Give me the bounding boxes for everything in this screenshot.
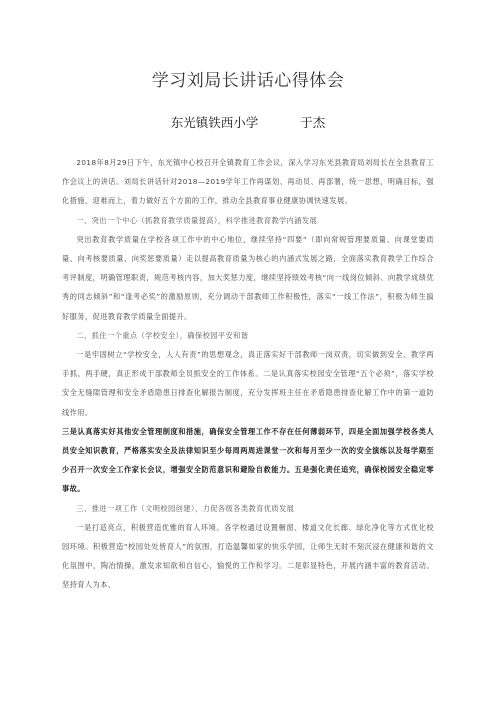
- author-line: [0, 113, 496, 131]
- document-title: 学习刘局长讲话心得体会: [151, 71, 345, 91]
- section-paragraph-2a: 一是牢固树立“学校安全，人人有责”的思想观念，真正落实好干部教师一岗双责，切实做到安全、教学两手抓、两手硬，真正形成干部教师全员抓安全的工作体系。二是认真落实校园安全管理“五个必须”，落实学校安全无缝隙管理和安全矛盾隐患日排查化解报告制度，充分发挥班主任在矛盾隐患排查化解工作中的第一道防线作用。: [62, 350, 434, 417]
- section-heading-2: 二、抓住一个重点（学校安全），确保校园平安和谐: [76, 330, 249, 340]
- section-paragraph-1: 突出教育教学质量在学校各项工作中的中心地位，继续坚持“四要”（即向常规管理要质量、向课堂要质量、向考核要质量、向奖惩要质量）走以提高教育质量为核心的内涵式发展之路，全面落实教育教学工作综合考评制度，明确管理职责，规范考核内容，加大奖惩力度，继续坚持绩效考核“向一线岗位倾斜、向教学成绩优秀的同志倾斜”和“逢考必奖”的激励原则，充分调动干部教师工作积极性，落实“一线工作法”，积极为师生搞好服务，促进教育教学质量全面提升。: [62, 234, 434, 321]
- document-body: [62, 153, 434, 595]
- section-paragraph-2b: 三是认真落实好其他安全管理制度和措施，确保安全管理工作不存在任何薄弱环节，四是全面加强学校各类人员安全知识教育，严格落实安全及法律知识至少每周两周进课堂一次和每月至少一次的安全演练以及每学期至少召开一次安全工作家长会议，增强安全防范意识和避险自救能力。五是强化责任追究，确保校园安全稳定零事故。: [62, 426, 434, 494]
- intro-paragraph: 2018年8月29日下午，东光镇中心校召开全镇教育工作会议，深入学习东光县教育局刘局长在全县教育工作会议上的讲话。刘局长讲话针对2018—2019学年工作再谋划、再动员、再部署，统一思想，明确目标，强化措施，迎难而上，着力做好五个方面的工作，推动全县教育事业健康协调快速发展。: [62, 158, 434, 206]
- section-heading-1: 一、突出一个中心（抓教育教学质量提高），科学推进教育教学内涵发展: [76, 215, 318, 225]
- section-heading-3: 三、推进一项工作（文明校园创建），力促各级各类教育优质发展: [76, 503, 295, 513]
- author-school: 东光镇铁西小学: [170, 115, 259, 130]
- author-name: 于杰: [300, 115, 326, 130]
- section-paragraph-3: 一是打造亮点，积极营造优雅的育人环境。各学校通过设置橱窗、楼道文化长廊、绿化净化等方式优化校园环境。积极营造“校园处处皆育人”的氛围，打造温馨如家的快乐学园，让师生无时不刻沉浸在健康和谐的文化氛围中，陶冶情操，激发求知欲和自信心，愉悦的工作和学习。二是彰显特色，开展内涵丰富的教育活动。坚持育人为本、: [62, 522, 434, 590]
